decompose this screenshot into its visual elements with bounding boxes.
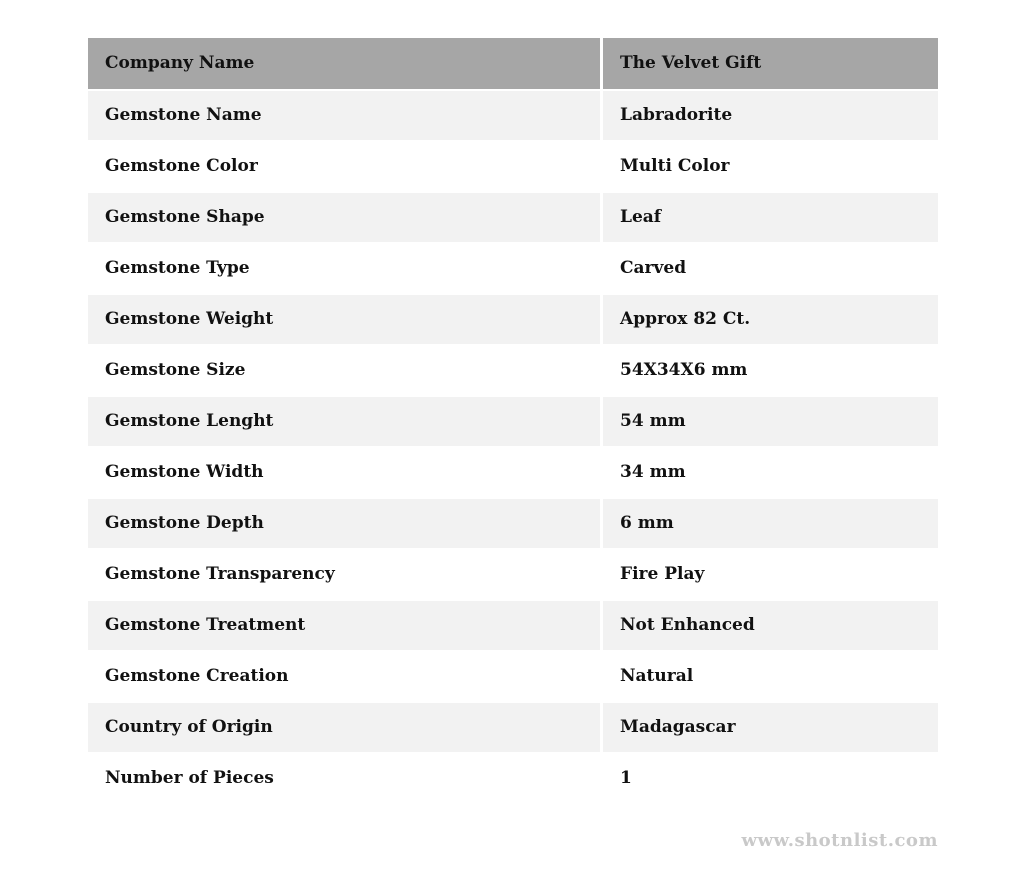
table-row	[88, 754, 938, 803]
spec-value: 54X34X6 mm	[603, 346, 938, 395]
company-name-label: Company Name	[88, 38, 600, 89]
table-row	[88, 397, 938, 446]
spec-value: Not Enhanced	[603, 601, 938, 650]
spec-value: 1	[603, 754, 938, 803]
table-row	[88, 652, 938, 701]
table-row	[88, 193, 938, 242]
spec-label: Number of Pieces	[88, 754, 600, 803]
spec-label: Gemstone Transparency	[88, 550, 600, 599]
spec-label: Gemstone Weight	[88, 295, 600, 344]
table-row	[88, 244, 938, 293]
table-row	[88, 601, 938, 650]
table-row	[88, 499, 938, 548]
company-name-value: The Velvet Gift	[603, 38, 938, 89]
gemstone-spec-table	[85, 36, 941, 805]
spec-label: Gemstone Color	[88, 142, 600, 191]
spec-label: Gemstone Lenght	[88, 397, 600, 446]
spec-value: Approx 82 Ct.	[603, 295, 938, 344]
spec-label: Gemstone Size	[88, 346, 600, 395]
spec-label: Gemstone Width	[88, 448, 600, 497]
spec-label: Country of Origin	[88, 703, 600, 752]
spec-label: Gemstone Depth	[88, 499, 600, 548]
spec-value: Labradorite	[603, 91, 938, 140]
spec-value: 54 mm	[603, 397, 938, 446]
spec-label: Gemstone Shape	[88, 193, 600, 242]
spec-value: Multi Color	[603, 142, 938, 191]
watermark: www.shotnlist.com	[741, 830, 938, 851]
table-row	[88, 142, 938, 191]
table-header-row	[88, 38, 938, 89]
spec-value: 34 mm	[603, 448, 938, 497]
table-row	[88, 295, 938, 344]
spec-label: Gemstone Creation	[88, 652, 600, 701]
spec-value: Madagascar	[603, 703, 938, 752]
table-row	[88, 550, 938, 599]
table-row	[88, 91, 938, 140]
spec-label: Gemstone Name	[88, 91, 600, 140]
table-row	[88, 448, 938, 497]
table-row	[88, 346, 938, 395]
spec-value: Carved	[603, 244, 938, 293]
spec-value: Fire Play	[603, 550, 938, 599]
spec-label: Gemstone Treatment	[88, 601, 600, 650]
spec-value: 6 mm	[603, 499, 938, 548]
spec-value: Leaf	[603, 193, 938, 242]
spec-label: Gemstone Type	[88, 244, 600, 293]
table-row	[88, 703, 938, 752]
spec-value: Natural	[603, 652, 938, 701]
